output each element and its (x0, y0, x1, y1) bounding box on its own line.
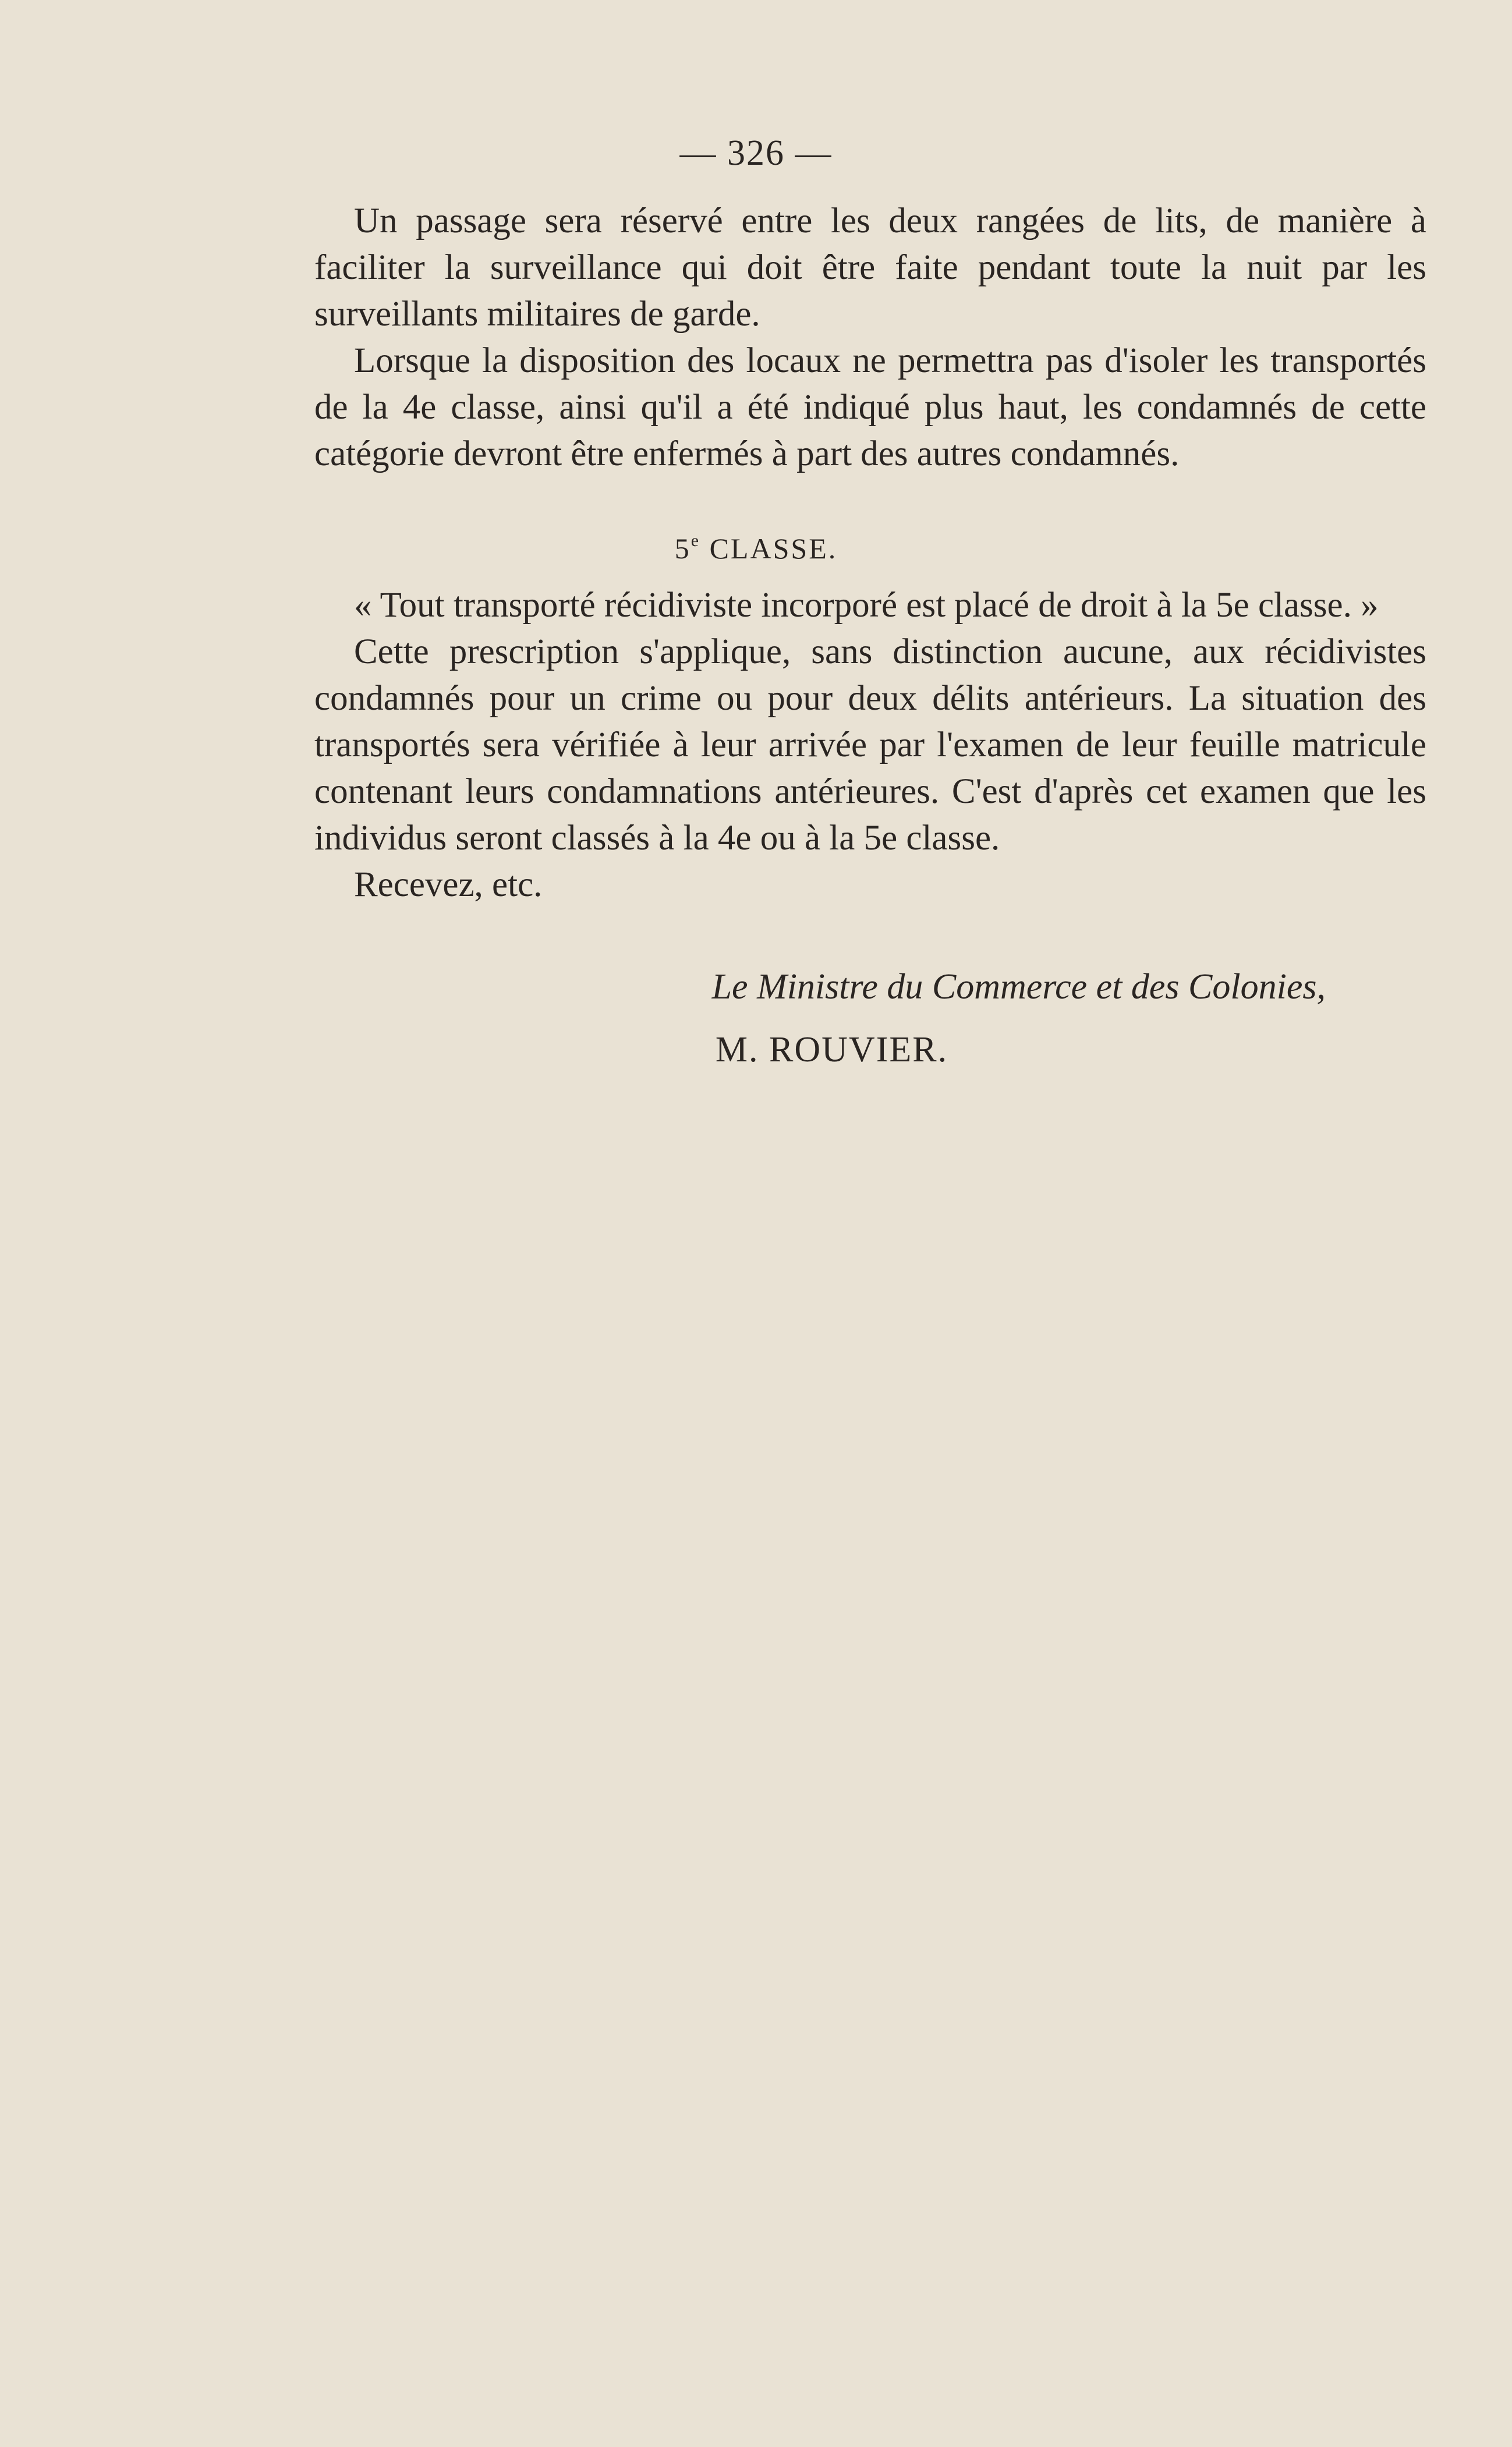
section-number: 5 (674, 532, 691, 565)
paragraph-prescription: Cette prescription s'applique, sans distinction aucune, aux récidivistes condamnés pour un crime ou pour deux délits antérieurs. La situation des transportés sera vérifiée à leur arrivée par l'examen de leur feuille matricule contenant leurs condamnations antérieures. C'est d'après cet examen que les individus seront classés à la 4e ou à la 5e classe. (314, 632, 1426, 858)
section-label: CLASSE. (709, 532, 838, 565)
closing-line: Recevez, etc. (354, 865, 543, 904)
section-text (314, 582, 1426, 908)
page-number: — 326 — (679, 133, 833, 173)
section-ordinal: e (691, 531, 701, 550)
paragraph-passage: Un passage sera réservé entre les deux rangées de lits, de manière à faciliter la surveillance qui doit être faite pendant toute la nuit par les surveillants militaires de garde. (314, 201, 1426, 334)
signature-title: Le Ministre du Commerce et des Colonies, (711, 967, 1326, 1007)
paragraph-disposition: Lorsque la disposition des locaux ne permettra pas d'isoler les transportés de la 4e classe, ainsi qu'il a été indiqué plus haut, les condamnés de cette catégorie devront être enfermés à part des autres condamnés. (314, 341, 1426, 473)
intro-text (314, 198, 1426, 477)
paragraph-quote: « Tout transporté récidiviste incorporé est placé de droit à la 5e classe. » (354, 586, 1379, 625)
signature-name: M. ROUVIER. (715, 1030, 948, 1070)
section-heading (0, 531, 1512, 565)
